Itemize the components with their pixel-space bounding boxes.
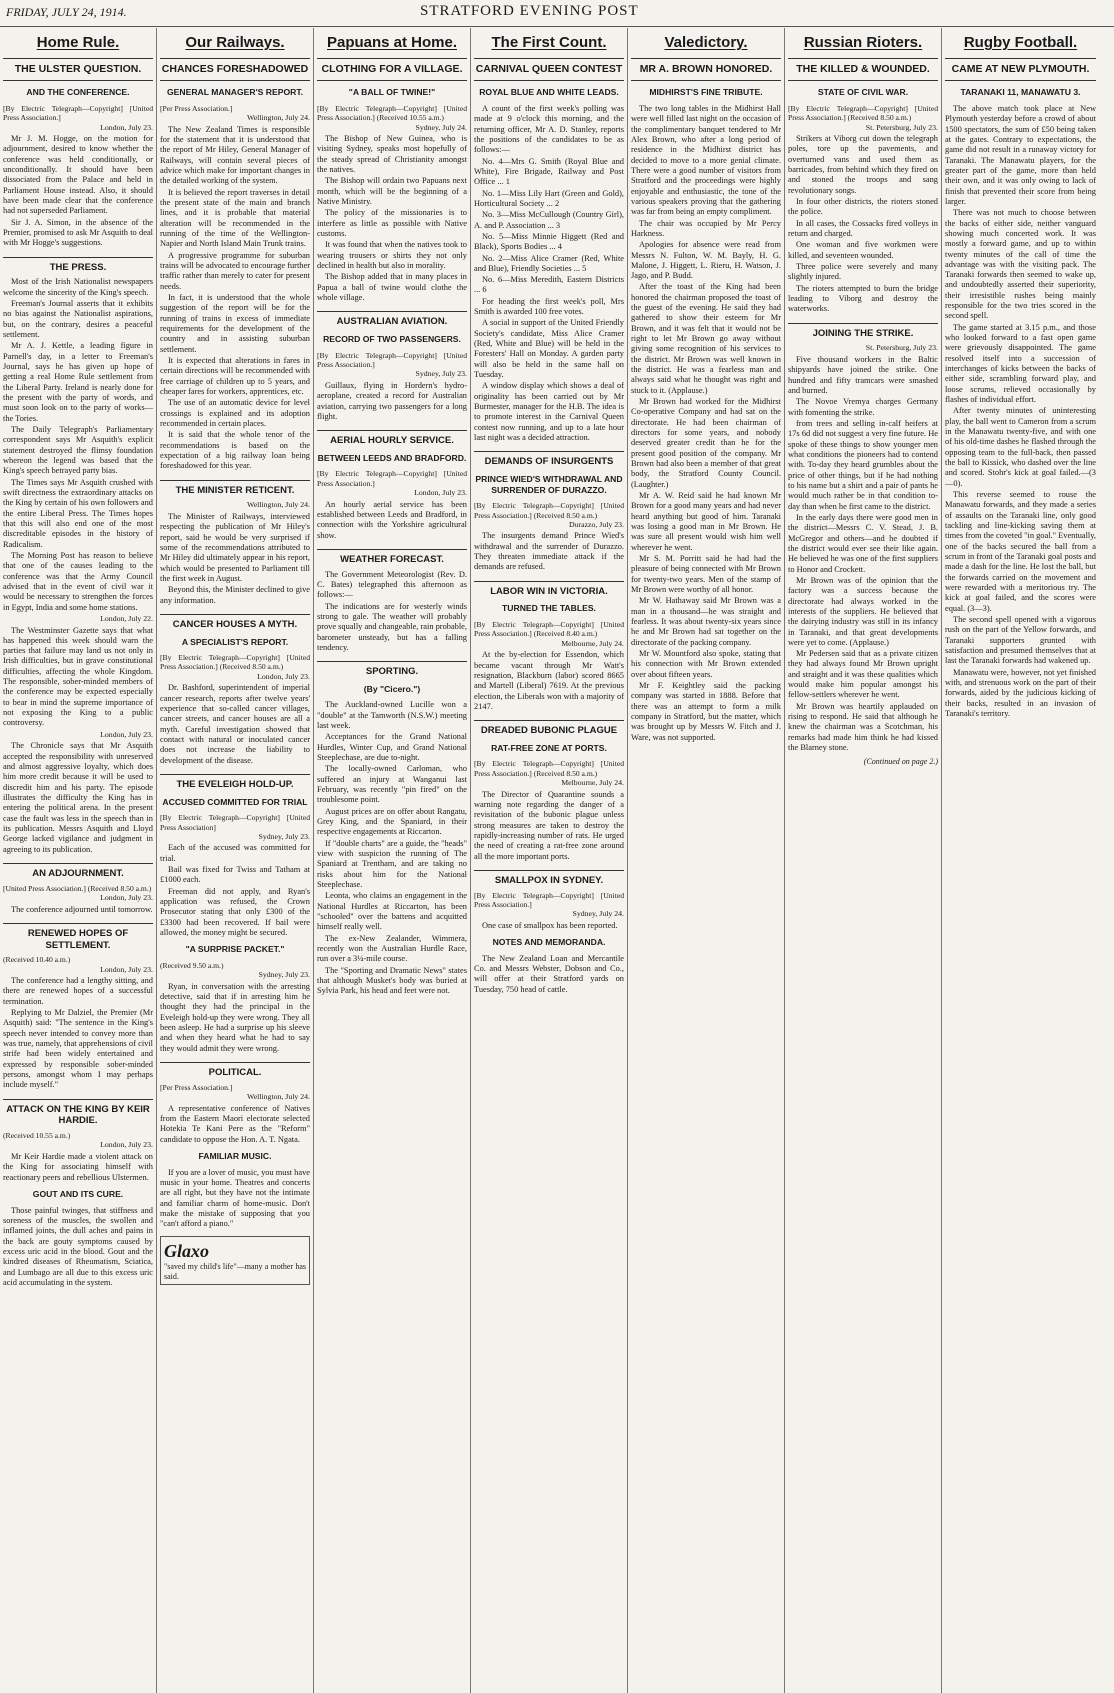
section-heading: LABOR WIN IN VICTORIA. [474,581,624,598]
dateline: Sydney, July 23. [258,970,310,980]
paragraph: The ex-New Zealander, Wimmera, recently won the Australian Hurdle Race, run over a 3¼-mile course. [317,933,467,964]
dateline: London, July 23. [100,729,153,739]
glaxo-advertisement [160,1236,310,1286]
paragraph: A representative conference of Natives from the Eastern Maori electorate selected Hotekia Te Kani Pere as the "Reform" candidate to oppose the Hon. A. T. Ngata. [160,1103,310,1144]
column-6 [785,28,942,1693]
paragraph: It is believed the report traverses in detail the present state of the main and branch lines, and it is probable that material alteration will be recommended in the running of the time of the Wellington-Napier and North Island Main Trunk trains. [160,187,310,249]
paragraph: Apologies for absence were read from Messrs N. Fulton, W. M. Bayly, H. G. Malone, J. Higgett, L. Rieru, H. Watson, J. Jago, and P. Budd. [631,240,781,281]
paragraph: A progressive programme for suburban trains will be advocated to encourage further traffic rather than merely to cater for present needs. [160,250,310,291]
wire-credit: [By Electric Telegraph—Copyright] [United Press Association.] (Received 8.50 a.m.) [160,653,310,672]
article-subhead: "A SURPRISE PACKET." [185,944,285,955]
column-heading: Our Railways. [185,34,285,51]
paragraph: There was not much to choose between the backs of either side, neither vanguard showing much concerted work. It was mostly a forward game, and up to within twenty minutes of the call of time the advantage was with the visiting pack. The Taranaki forwards then seemed to wake up, and undoubtedly asserted their superiority, their irresistible rushes being mainly responsible for the two tries scored in the second spell. [945,208,1096,321]
article-subhead: "A BALL OF TWINE!" [348,87,436,98]
wire-credit: [By Electric Telegraph—Copyright] [United Press Association.] (Received 8.50 a.m.) [474,501,624,520]
dateline: Wellington, July 24. [246,113,310,123]
article-headline: THE KILLED & WOUNDED. [788,58,938,81]
section-heading: WEATHER FORECAST. [317,549,467,566]
wire-credit: [United Press Association.] (Received 8.50 a.m.) [3,883,152,893]
column-heading: Rugby Football. [963,34,1078,51]
column-heading: Valedictory. [664,34,748,51]
wire-credit: (Received 10.40 a.m.) [3,955,71,965]
paragraph: The game started at 3.15 p.m., and those who looked forward to a fast open game were grievously disappointed. The game resolved itself into a succession of interchanges of kicks between the backs of either side, scrambling forward play, and loose scrums, relieved occasionally by flashes of individual effort. [945,322,1096,405]
paragraph: Mr Keir Hardie made a violent attack on the King for associating himself with reactionary peers and rebellious Ulstermen. [3,1151,153,1182]
article-subhead: (By "Cicero.") [363,683,421,694]
paragraph: The Bishop added that in many places in Papua a ball of twine would clothe the whole village. [317,272,467,303]
paragraph: Three police were severely and many slightly injured. [788,262,938,282]
wire-credit: (Received 10.55 a.m.) [3,1131,71,1141]
section-heading: SMALLPOX IN SYDNEY. [474,870,624,887]
article-subhead: MIDHIRST'S FINE TRIBUTE. [649,87,763,98]
paragraph: No. 6—Miss Meredith, Eastern Districts ... 6 [474,275,624,295]
paragraph: Ryan, in conversation with the arresting detective, said that if in arresting him he thought they had the principal in the Eveleigh hold-up they were wrong. They all been asleep. He had a surprise up his sleeve and when they heard what he had to say they would admit they were wrong. [160,981,310,1053]
article-subhead: A SPECIALIST'S REPORT. [181,636,289,647]
column-1 [0,28,157,1693]
paragraph: Five thousand workers in the Baltic shipyards have joined the strike. One hundred and fifty tramcars were smashed and burned. [788,354,938,395]
paragraph: No. 5—Miss Minnie Higgett (Red and Black), Sports Bodies ... 4 [474,231,624,252]
paragraph: In four other districts, the rioters stoned the police. [788,197,938,217]
paragraph: If "double charts" are a guide, the "heads" view with suspicion the running of The Spaniard at Trentham, and are taking no risks about him for the National Steeplechase. [317,838,467,890]
paragraph: One case of smallpox has been reported. [482,920,618,930]
masthead [0,0,1114,27]
column-2 [157,28,314,1693]
paragraph: Leonta, who claims an engagement in the National Hurdles at Riccarton, has been "schooled" over the battens and acquitted himself really well. [317,891,467,932]
paragraph: The Auckland-owned Lucille won a "double" at the Tamworth (N.S.W.) meeting last week. [317,700,467,731]
dateline: Sydney, July 24. [572,909,624,919]
article-subhead: NOTES AND MEMORANDA. [492,937,606,948]
section-heading: AN ADJOURNMENT. [3,863,153,880]
article-headline: CHANCES FORESHADOWED [160,58,310,81]
paragraph: After twenty minutes of uninteresting play, the ball went to Cameron from a scrum in the Manawatu twenty-five, and with one of his old-time dashes he flashed through the opposing team to the full-back, then passed the ball to Kissick, who dashed over the line and scored. Stohr's kick at goal failed.—(3—0). [945,406,1096,488]
article-subhead: GOUT AND ITS CURE. [32,1188,124,1199]
paragraph: Replying to Mr Dalziel, the Premier (Mr Asquith) said: "The sentence in the King's speech never intended to convey more than was true, namely, that apprehensions of civil strife had been widely entertained and expressed by responsible sober-minded persons, amongst whom I may perhaps include myself." [3,1008,153,1090]
section-heading: THE MINISTER RETICENT. [160,480,310,497]
dateline: London, July 23. [100,1140,153,1150]
dateline: London, July 23. [100,892,153,902]
paragraph: Mr W. Mountford also spoke, stating that his connection with Mr Brown extended over about fifteen years. [631,648,781,679]
paragraph: In fact, it is understood that the whole suggestion of the report will be for the running of trains in excess of immediate requirements for the development of the country and in assisting suburban settlement. [160,293,310,354]
paragraph: Guillaux, flying in Hordern's hydro-aeroplane, created a record for Australian aviation, carrying two passengers for a long flight. [317,380,467,421]
paper-title: STRATFORD EVENING POST [420,3,639,19]
paragraph: Mr S. M. Porritt said he had had the pleasure of being connected with Mr Brown for twenty-two years. Men of the stamp of Mr Brown were worthy of all honor. [631,554,781,594]
paragraph: Bail was fixed for Twiss and Tatham at £1000 each. [160,865,310,885]
wire-credit: [By Electric Telegraph—Copyright] [United Press Association.] (Received 8.50 a.m.) [788,103,938,123]
continued-note: (Continued on page 2.) [863,757,938,767]
article-subhead: RAT-FREE ZONE AT PORTS. [491,742,607,753]
article-subhead: GENERAL MANAGER'S REPORT. [166,87,304,98]
paragraph: The locally-owned Carloman, who suffered an injury at Wanganui last February, was recently "pin fired" on the troublesome point. [317,764,467,805]
paragraph: from trees and selling in-calf heifers at 17s 6d did not suggest a very fine future. He spoke of these things to show younger men what conditions the pioneers had to contend with. To-day they heard grumbles about the price of other things, but if he had nothing to his name but a shirt and a pair of pants he would much rather be in that condition to-day than when he first came to the district. [788,418,938,511]
paragraph: In the early days there were good men in the district—Messrs C. V. Stead, J. B. McGregor and others—and he doubted if the district would ever see their like again. He believed he was one of the first suppliers to Honor and Crockett. [788,512,938,574]
column-3 [314,28,471,1693]
paragraph: The use of an automatic device for level crossings is explained and its adoption recommended in certain places. [160,398,310,428]
paragraph: Mr Brown was of the opinion that the factory was a success because the directorate had always worked in the interests of the suppliers. He believed that the dairying industry was still in its infancy in Taranaki, and that great developments were yet to come. (Applause.) [788,575,938,647]
paragraph: The chair was occupied by Mr Percy Harkness. [631,218,781,238]
paragraph: Acceptances for the Grand National Hurdles, Winter Cup, and Grand National Steeplechase, are due to-night. [317,732,467,763]
dateline: Sydney, July 23. [415,369,467,379]
paragraph: Freeman's Journal asserts that it exhibits no bias against the Nationalist aspirations, but, on the contrary, desires a peaceful settlement. [3,299,153,340]
column-7 [942,28,1099,1693]
dateline: Sydney, July 23. [258,831,310,841]
section-heading: THE EVELEIGH HOLD-UP. [160,774,310,791]
dateline: Melbourne, July 24. [561,638,624,648]
paragraph: If you are a lover of music, you must have music in your home. Theatres and concerts are all right, but they have not the intimate and familiar charm of home-music. Don't make the mistake of supposing that you "can't afford a piano." [160,1167,310,1229]
paragraph: Mr F. Keightley said the packing company was started in 1888. Before that there was an attempt to form a milk company in Stratford, but the matter, which was brought up by Messrs W. Fitch and J. Ware, was not supported. [631,680,781,742]
section-heading: AUSTRALIAN AVIATION. [317,311,467,328]
paragraph: No. 3—Miss McCullough (Country Girl), A. and P. Association ... 3 [474,210,624,230]
paragraph: August prices are on offer about Rangatu, Grey King, and the Spaniard, in their respective engagements at Riccarton. [317,806,467,837]
paragraph: The "Sporting and Dramatic News" states that although Musket's body was buried at Sylvia Park, his head and feet were not. [317,965,467,996]
paragraph: Mr Brown had worked for the Midhirst Co-operative Company and had sat on the directorate. He had been chairman of directors for some years, and nobody deserved greater credit than he for the present good position of the company. Mr Brown had also been a member of that great body, the Stratford County Council. (Laughter.) [631,397,781,489]
wire-credit: [By Electric Telegraph—Copyright] [United Press Association.] (Received 8.40 a.m.) [474,619,624,639]
paragraph: Sir J. A. Simon, in the absence of the Premier, promised to ask Mr Asquith to deal with Mr Hogge's suggestions. [3,217,153,248]
paragraph: The rioters attempted to burn the bridge leading to Viborg and destroy the waterworks. [788,283,938,314]
article-subhead: RECORD OF TWO PASSENGERS. [323,334,461,345]
wire-credit: [Per Press Association.] [160,1082,233,1092]
paragraph: Those painful twinges, that stiffness and soreness of the muscles, the swollen and inflamed joints, the dull aches and pains in the back are gouty symptoms caused by excess uric acid in the blood. Gout and the kindred diseases of Rheumatism, Sciatica, and Lumbago are all due to this excess uric acid accumulating in the system. [3,1205,153,1287]
section-heading: DREADED BUBONIC PLAGUE [474,720,624,737]
paragraph: No. 1—Miss Lily Hart (Green and Gold), Horticultural Society ... 2 [474,188,624,208]
dateline: Wellington, July 24. [246,1092,310,1102]
article-subhead: PRINCE WIED'S WITHDRAWAL AND SURRENDER OF DURAZZO. [475,474,623,495]
dateline: London, July 23. [414,488,467,498]
article-headline: THE ULSTER QUESTION. [3,58,153,81]
wire-credit: [By Electric Telegraph—Copyright] [United Press Association.] (Received 10.55 a.m.) [317,103,467,123]
dateline: London, July 23. [100,964,153,974]
paragraph: One woman and five workmen were killed, and seventeen wounded. [788,240,938,260]
paragraph: The Director of Quarantine sounds a warning note regarding the danger of a revisitation of the bubonic plague unless strong measures are taken to destroy the rapidly-increasing number of rats. He urged the need of creating a rat-free zone around all the more important ports. [474,789,624,861]
paragraph: The Westminster Gazette says that what has happened this week should warn the parties that failure may land us not only in Irish difficulties, but in grave constitutional difficulties, affecting the whole Kingdom. The responsible, sober-minded members of the conference may be expected especially to bear in mind the supreme importance of not exposing the King to a public controversy. [3,625,153,728]
paragraph: Dr. Bashford, superintendent of imperial cancer research, reports after twelve years' experience that so-called cancer villages, cancer streets, and cancer houses are all a myth. Careful investigation showed that contact with natural or inoculated cancer does not increase the liability to development of the disease. [160,683,310,765]
paragraph: Mr W. Hathaway said Mr Brown was a man in a thousand—he was straight and fearless. It was about twenty-six years since he and Mr Brown had sat together on the directorate of the packing company. [631,596,781,647]
article-subhead: STATE OF CIVIL WAR. [817,87,909,98]
column-heading: Home Rule. [36,34,120,51]
paragraph: It is said that the whole tenor of the recommendations is based on the expectation of a big railway loan being foreshadowed for this year. [160,430,310,471]
section-heading: THE PRESS. [3,257,153,274]
dateline: London, July 23. [257,671,310,681]
issue-date: FRIDAY, JULY 24, 1914. [6,5,127,19]
dateline: Melbourne, July 24. [561,778,624,788]
paragraph: The insurgents demand Prince Wied's withdrawal and the surrender of Durazzo. They threaten immediate attack if the demands are refused. [474,531,624,572]
paragraph: The indications are for westerly winds strong to gale. The weather will probably prove squally and changeable, rain probable, barometer unsteady, but has a falling tendency. [317,601,467,652]
wire-credit: [By Electric Telegraph—Copyright] [United Press Association.] [317,350,467,369]
paragraph: No. 4—Mrs G. Smith (Royal Blue and White), Fire Brigade, Railway and Post Office ... 1 [474,156,624,187]
section-heading: CANCER HOUSES A MYTH. [160,614,310,631]
column-heading: Russian Rioters. [803,34,923,51]
paragraph: The Times says Mr Asquith crushed with swift directness the extraordinary attacks on the King by certain of his own followers and the entire Liberal Press. The Times hopes that this will also end one of the most discreditable episodes in the history of Radicalism. [3,477,153,549]
section-heading: DEMANDS OF INSURGENTS [474,451,624,468]
paragraph: The above match took place at New Plymouth yesterday before a crowd of about 1500 spectators, the sum of £50 being taken at the gates. Contrary to expectations, the game did not result in a runaway victory for Taranaki. The Manawatu players, for the greater part of the game, more than held their own, and it was only owing to lack of finish that prevented their score from being larger. [945,103,1096,206]
paragraph: The two long tables in the Midhirst Hall were well filled last night on the occasion of the complimentary banquet tendered to Mr Alex Brown, who after a long period of residence in the Midhirst district has decided to move to a more genial climate. There were a good number of visitors from Stratford and the proceedings were highly enjoyable and enthusiastic, the tone of the various speakers proving that the gathering was far from being an empty compliment. [631,103,781,217]
paragraph: Manawatu were, however, not yet finished with, and strenuous work on the part of their forwards, aided by the judicious kicking of their backs, resulted in an invasion of Taranaki's territory. [945,667,1096,718]
paragraph: The New Zealand Times is responsible for the statement that it is understood that the report of Mr Hiley, General Manager of Railways, will contain several pieces of advice which make for important changes in the detailed working of the system. [160,124,310,186]
column-heading: The First Count. [491,34,607,51]
section-heading: AERIAL HOURLY SERVICE. [317,430,467,447]
wire-credit: [By Electric Telegraph—Copyright] [United Press Association] [160,813,310,832]
paragraph: The policy of the missionaries is to interfere as little as possible with Native customs. [317,208,467,239]
wire-credit: [By Electric Telegraph—Copyright] [United Press Association.] [474,890,624,909]
wire-credit: [Per Press Association.] [160,103,233,113]
paragraph: The Daily Telegraph's Parliamentary correspondent says Mr Asquith's explicit statement destroyed the flimsy foundation whereon the legend was based that the King's speech betrayed party bias. [3,425,153,476]
paragraph: Mr Pedersen said that as a private citizen they had always found Mr Brown upright and straight and it was these qualities which would make him popular amongst his fellow-settlers wherever he went. [788,649,938,700]
paragraph: An hourly aerial service has been established between Leeds and Bradford, in connection with the Yorkshire agricultural show. [317,499,467,540]
paragraph: Mr A. J. Kettle, a leading figure in Parnell's day, in a letter to Freeman's Journal, says he has given up hope of getting a real Home Rule settlement from the Liberal Party. Ireland is nearly done for the present with the party of words, and must soon look on to the party of works—the Tories. [3,341,153,423]
dateline: London, July 22. [100,613,153,623]
paragraph: The Novoe Vremya charges Germany with fomenting the strike. [788,397,938,417]
paragraph: A count of the first week's polling was made at 9 o'clock this morning, and the returning officer, Mr A. D. Stanley, reports the positions of the candidates to be as follows:— [474,103,624,155]
article-columns [0,28,1114,1693]
paragraph: A window display which shows a deal of originality has been carried out by Mr Burmester, manager for the H.B. The idea is to promote interest in the Carnival Queen contest now running, and up to a late hour last night was a decided attraction. [474,381,624,443]
paragraph: The Bishop of New Guinea, who is visiting Sydney, speaks most hopefully of the steady spread of Christianity amongst the natives. [317,134,467,175]
article-subhead: AND THE CONFERENCE. [26,87,130,98]
article-subhead: FAMILIAR MUSIC. [198,1151,272,1162]
column-4 [471,28,628,1693]
article-subhead: ACCUSED COMMITTED FOR TRIAL [162,796,308,807]
wire-credit: [By Electric Telegraph—Copyright] [United Press Association.] [317,469,467,488]
paragraph: The second spell opened with a vigorous rush on the part of the Yellow forwards, and Taranaki supporters grunted with satisfaction and presumed themselves that at last the Taranaki forwards had wakened up. [945,614,1096,666]
paragraph: A social in support of the United Friendly Society's candidate, Miss Alice Cramer (Red, White and Blue) will be held in the Foresters' Hall on Monday. A garden party will also be held in the same hall on Tuesday. [474,318,624,380]
wire-credit: (Received 9.50 a.m.) [160,960,224,970]
article-subhead: TURNED THE TABLES. [502,603,596,614]
wire-credit: [By Electric Telegraph—Copyright] [United Press Association.] [3,103,153,123]
paragraph: The conference had a lengthy sitting, and there are renewed hopes of a successful termination. [3,976,153,1006]
paragraph: The Bishop will ordain two Papuans next month, which will be the beginning of a Native Ministry. [317,176,467,207]
paragraph: In all cases, the Cossacks fired volleys in return and charged. [788,218,938,239]
article-headline: MR A. BROWN HONORED. [631,58,781,81]
article-subhead: TARANAKI 11, MANAWATU 3. [960,87,1081,98]
article-headline: CAME AT NEW PLYMOUTH. [945,58,1096,81]
paragraph: Mr J. M. Hogge, on the motion for adjournment, desired to know whether the conference was held conditionally, or unconditionally. It should have been dissociated from the Palace and held in Parliament House instead. Also, it should have been made clear that the conference had not superseded Parliament. [3,134,153,216]
paragraph: The conference adjourned until tomorrow. [11,904,153,914]
paragraph: After the toast of the King had been honored the chairman proposed the toast of the guest of the evening. He said they had gathered to show their esteem for Mr Brown, and it was felt that it would not be right to let Mr Brown go away without giving some recognition of his services to the district. Mr Brown was well known in the district. He was a fearless man and always said what he thought was right and stuck to it. (Applause.) [631,282,781,395]
paragraph: The New Zealand Loan and Mercantile Co. and Messrs Webster, Dobson and Co., will offer at their Stratford yards on Tuesday, 750 head of cattle. [474,953,624,994]
dateline: St. Petersburg, July 23. [865,122,938,132]
paragraph: The Government Meteorologist (Rev. D. C. Bates) telegraphed this afternoon as follows:— [317,569,467,600]
section-heading: SPORTING. [317,661,467,678]
paragraph: Mr Brown was heartily applauded on rising to respond. He said that although he knew the chairman was a Scotchman, his remarks had made him think he had kissed the Blarney stone. [788,701,938,753]
section-heading: JOINING THE STRIKE. [788,323,938,340]
article-headline: CARNIVAL QUEEN CONTEST [474,58,624,81]
paragraph: This reverse seemed to rouse the Manawatu forwards, and they made a series of assaults on the Taranaki line, only good tackling and line-kicking saving them at times from the coveted "in goal." Eventually, one of the backs secured the ball from a scrum in front of the Taranaki goal posts and made a dash for the line. He lost the ball, but the forwards carried on the movement and were rewarded with a meritorious try. The kick at goal failed, and the scores were equal. (3—3). [945,490,1096,613]
paragraph: The Morning Post has reason to believe that one of the causes leading to the conference was that the Army Council advised that in the event of civil war it would be necessary to strengthen the forces in Egypt, India and some home stations. [3,550,153,612]
column-5 [628,28,785,1693]
dateline: Sydney, July 24. [415,122,467,132]
column-heading: Papuans at Home. [326,34,458,51]
article-subhead: BETWEEN LEEDS AND BRADFORD. [317,452,467,463]
paragraph: No. 2—Miss Alice Cramer (Red, White and Blue), Friendly Societies ... 5 [474,253,624,273]
paragraph: Each of the accused was committed for trial. [160,843,310,863]
dateline: Durazzo, July 23. [569,519,624,529]
dateline: St. Petersburg, July 23. [865,343,938,353]
article-subhead: ROYAL BLUE AND WHITE LEADS. [479,87,619,98]
paragraph: The Minister of Railways, interviewed respecting the publication of Mr Hiley's report, said he would be very surprised if some of the recommendations attributed to Mr Hiley did ultimately appear in his report, which would be presented to Parliament till the first week in August. [160,511,310,583]
paragraph: Most of the Irish Nationalist newspapers welcome the sincerity of the King's speech. [3,277,153,297]
paragraph: Strikers at Viborg cut down the telegraph poles, tore up the pavements, and overturned vans and used them as barricades, from behind which they fired on and stoned the troops and sang revolutionary songs. [788,134,938,195]
paragraph: It is expected that alterations in fares in certain directions will be recommended with free carriage of children up to 5 years, and cheaper fares for workers, apprentices, etc. [160,356,310,397]
paragraph: Mr A. W. Reid said he had known Mr Brown for a good many years and had never heard anything but good of him. Taranaki was losing a good man in Mr Brown. He was sure all present would wish him well wherever he went. [631,491,781,552]
wire-credit: [By Electric Telegraph—Copyright] [United Press Association.] (Received 8.50 a.m.) [474,759,624,778]
paragraph: At the by-election for Essendon, which became vacant through Mr Watt's resignation, Blackburn (labor) scored 8665 and Martell (Liberal) 7619. At the previous election, the Liberals won with a majority of 2147. [474,650,624,711]
section-heading: ATTACK ON THE KING BY KEIR HARDIE. [3,1099,153,1127]
paragraph: Beyond this, the Minister declined to give any information. [160,585,310,605]
paragraph: Freeman did not apply, and Ryan's application was refused, the Crown Prosecutor stating that only £300 of the £3300 had been recovered. If bail were allowed, the money might be secured. [160,886,310,938]
article-headline: CLOTHING FOR A VILLAGE. [317,58,467,81]
section-heading: POLITICAL. [160,1062,310,1079]
paragraph: It was found that when the natives took to wearing trousers or shirts they not only declined in health but also in morality. [317,240,467,271]
dateline: London, July 23. [100,122,153,132]
dateline: Wellington, July 24. [246,500,310,510]
glaxo-logo: Glaxo [164,1240,209,1261]
paragraph: The Chronicle says that Mr Asquith accepted the responsibility with unreserved and almost aggressive loyalty, which does him more credit because it will be used to discredit him and his party. The episode illustrates the difficulty the King has in entering the political arena. In the present case the fault was less in the speech than in its publication. Messrs Asquith and Lloyd George lacked vigilance and judgment in agreeing to its publication. [3,741,153,854]
ad-slogan: "saved my child's life"—many a mother has said. [164,1261,306,1281]
paragraph: For heading the first week's poll, Mrs Smith is awarded 100 free votes. [474,296,624,317]
section-heading: RENEWED HOPES OF SETTLEMENT. [3,923,153,951]
